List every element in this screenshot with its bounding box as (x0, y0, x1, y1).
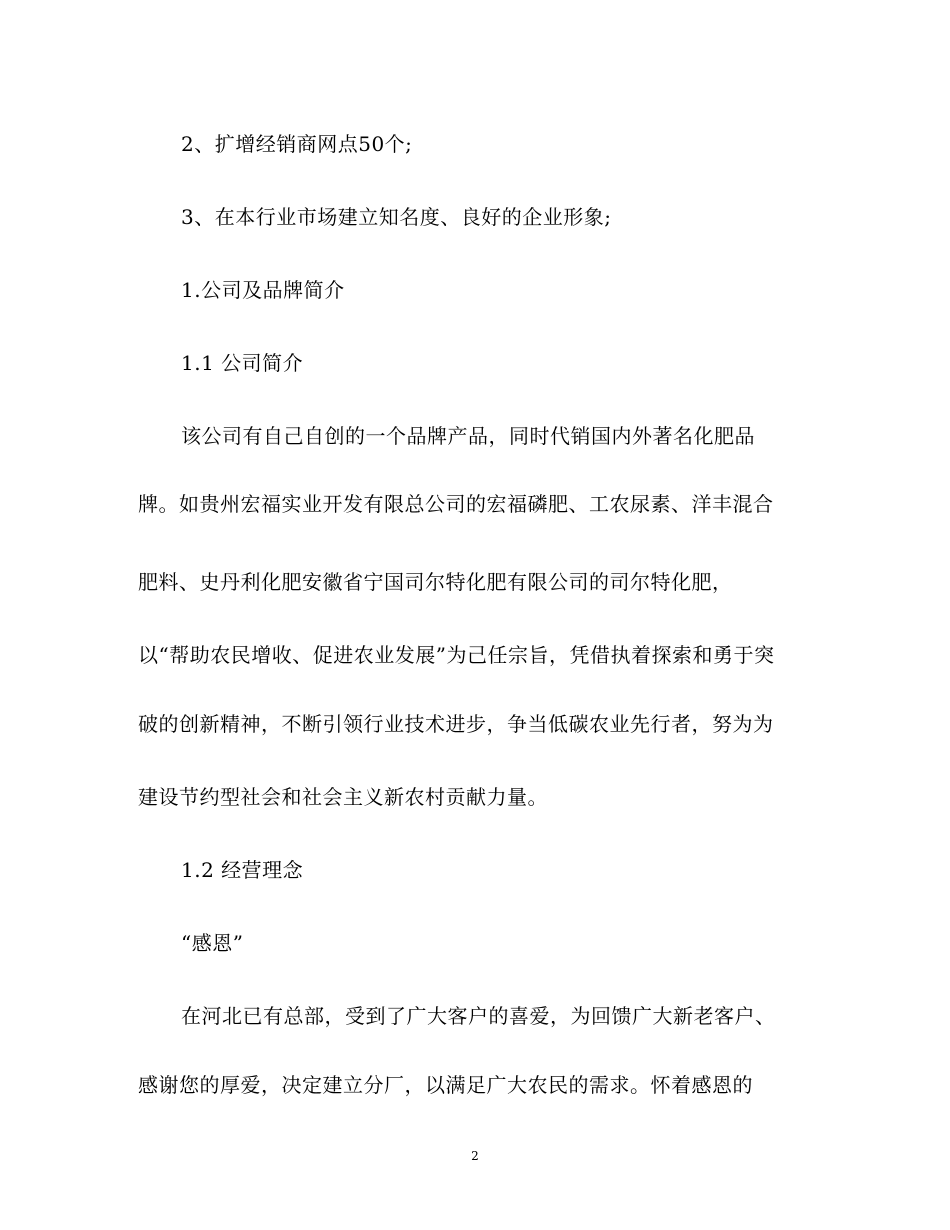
paragraph-line: 在河北已有总部，受到了广大客户的喜爱，为回馈广大新老客户、 (181, 1004, 776, 1028)
list-item-brand-image: 3、在本行业市场建立知名度、良好的企业形象; (181, 205, 612, 229)
paragraph-line: 该公司有自己自创的一个品牌产品，同时代销国内外著名化肥品 (181, 424, 755, 448)
page-number: 2 (471, 1149, 479, 1163)
paragraph-line: 以“帮助农民增收、促进农业发展”为己任宗旨，凭借执着探索和勇于突 (138, 643, 775, 667)
paragraph-line: 肥料、史丹利化肥安徽省宁国司尔特化肥有限公司的司尔特化肥， (138, 570, 733, 594)
paragraph-line: 牌。如贵州宏福实业开发有限总公司的宏福磷肥、工农尿素、洋丰混合 (138, 492, 774, 516)
section-heading-company-brand: 1.公司及品牌简介 (181, 278, 345, 302)
subsection-heading-company-intro: 1.1 公司简介 (181, 351, 304, 375)
list-item-expand-dealers: 2、扩增经销商网点50个; (181, 132, 413, 156)
paragraph-line: 破的创新精神，不断引领行业技术进步，争当低碳农业先行者，努为为 (138, 712, 774, 736)
paragraph-line: 建设节约型社会和社会主义新农村贡献力量。 (138, 785, 548, 809)
subsection-heading-business-philosophy: 1.2 经营理念 (181, 858, 304, 882)
paragraph-line: 感谢您的厚爱，决定建立分厂，以满足广大农民的需求。怀着感恩的 (138, 1073, 753, 1097)
quoted-motto: “感恩” (181, 931, 244, 955)
